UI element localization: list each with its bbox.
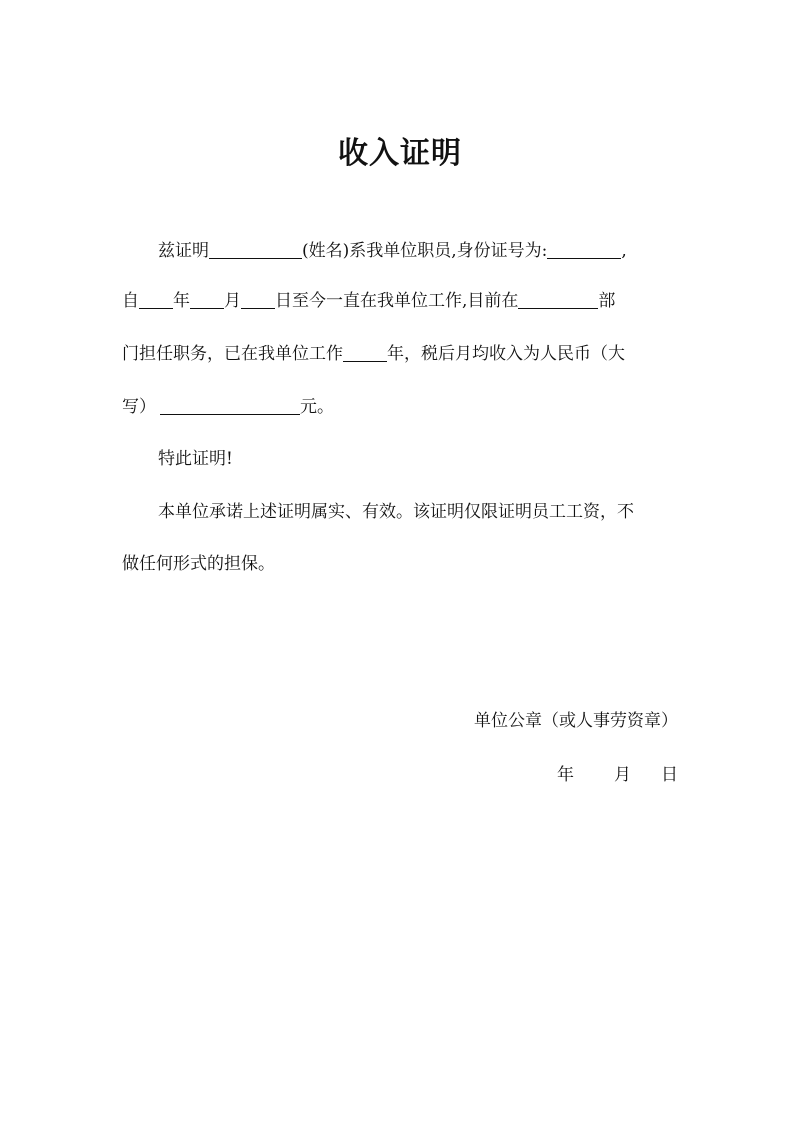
text-segment: 年 [173, 291, 190, 311]
start-day-blank[interactable] [241, 290, 275, 309]
text-segment: (姓名)系我单位职员,身份证号为: [302, 241, 548, 261]
text-segment: 部 [598, 291, 616, 311]
document-title: 收入证明 [338, 136, 462, 171]
years-worked-blank[interactable] [343, 343, 387, 362]
text-segment: 日至今一直在我单位工作,目前在 [275, 291, 519, 311]
date-line [557, 763, 678, 787]
commitment-line-2: 做任何形式的担保。 [122, 554, 275, 574]
text-segment: 月 [224, 291, 241, 311]
text-segment: 门担任职务，已在我单位工作 [122, 344, 343, 364]
text-segment: 自 [122, 291, 139, 311]
commitment-line-1: 本单位承诺上述证明属实、有效。该证明仅限证明员工工资，不 [158, 502, 634, 522]
date-month: 月 [614, 765, 631, 785]
start-year-blank[interactable] [139, 290, 173, 309]
paragraph-line-1 [158, 239, 627, 263]
date-year: 年 [557, 765, 574, 785]
department-blank[interactable] [518, 290, 598, 309]
income-amount-blank[interactable] [160, 396, 300, 415]
paragraph-line-2 [122, 289, 615, 313]
text-segment: 兹证明 [158, 241, 209, 261]
date-day: 日 [661, 765, 678, 785]
paragraph-line-3 [122, 342, 625, 366]
text-segment: 写） [122, 397, 156, 417]
text-segment: 元。 [300, 397, 334, 417]
name-blank[interactable] [209, 240, 302, 259]
text-segment: 年，税后月均收入为人民币（大 [387, 344, 625, 364]
text-segment: , [621, 241, 627, 261]
certify-statement: 特此证明! [158, 449, 233, 469]
seal-label: 单位公章（或人事劳资章） [474, 711, 678, 731]
id-number-blank[interactable] [547, 240, 621, 259]
start-month-blank[interactable] [190, 290, 224, 309]
paragraph-line-4 [122, 395, 334, 419]
